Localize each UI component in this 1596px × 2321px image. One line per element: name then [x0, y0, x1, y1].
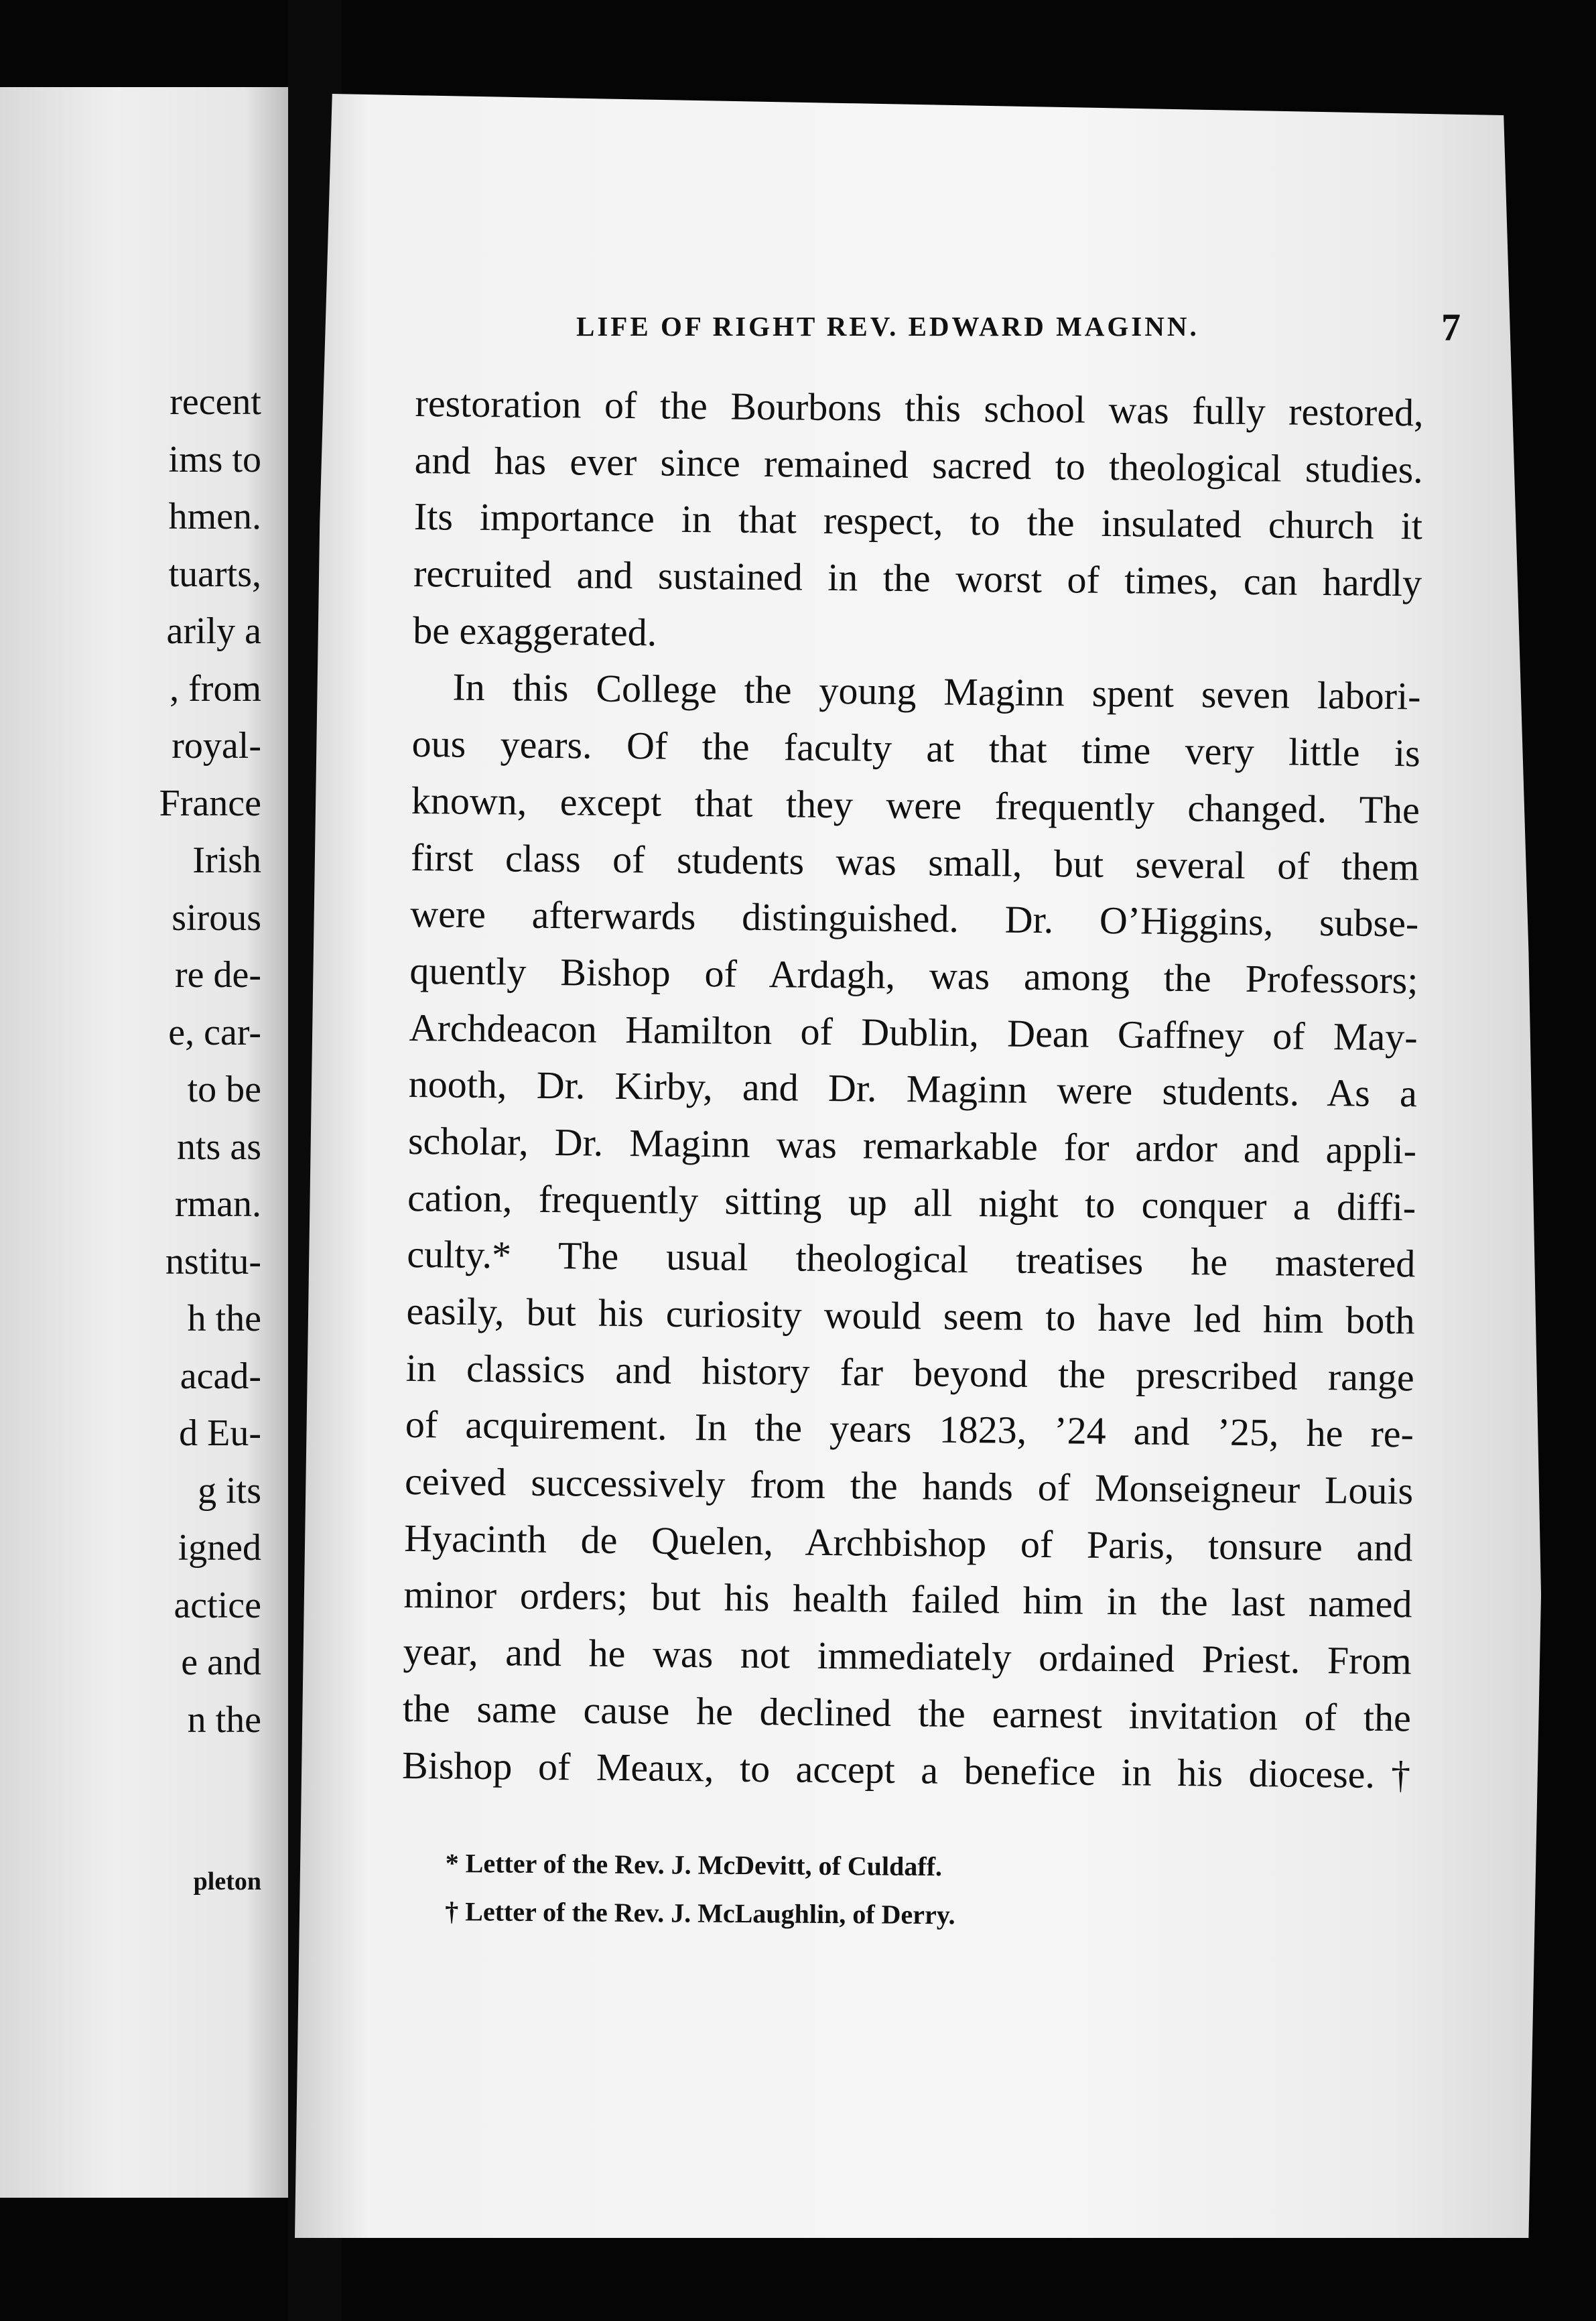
facing-line-fragment: n the — [187, 1699, 261, 1741]
facing-line-fragment: re de- — [174, 954, 261, 996]
facing-line-fragment: e and — [181, 1642, 261, 1683]
facing-line-fragment: actice — [174, 1585, 261, 1626]
body-text — [402, 375, 1424, 1804]
text-line: and has ever since remained sacred to theological studies. — [414, 438, 1424, 492]
text-line: recruited and sustained in the worst of times, can hardly — [413, 551, 1422, 605]
text-line: ous years. Of the faculty at that time very little is — [411, 722, 1420, 775]
facing-line-fragment: France — [159, 783, 261, 824]
text-line: scholar, Dr. Maginn was remarkable for ardor and appli- — [407, 1118, 1417, 1173]
facing-line-fragment: nts as — [177, 1126, 261, 1168]
facing-line-fragment: e, car- — [168, 1012, 261, 1053]
text-line: nooth, Dr. Kirby, and Dr. Maginn were students. As a — [408, 1062, 1418, 1116]
facing-line-fragment: , from — [170, 668, 261, 710]
text-line: first class of students was small, but several of them — [410, 835, 1420, 888]
text-line: easily, but his curiosity would seem to have led him both — [406, 1288, 1415, 1343]
facing-line-fragment: h the — [187, 1298, 261, 1339]
facing-line-fragment: sirous — [172, 897, 261, 939]
page-number: 7 — [1441, 306, 1461, 349]
text-line: Bishop of Meaux, to accept a benefice in his diocese.† — [401, 1743, 1411, 1796]
facing-footnote-fragment: pleton — [193, 1867, 261, 1896]
footnote: * Letter of the Rev. J. McDevitt, of Culdaff. — [445, 1847, 943, 1882]
text-line: In this College the young Maginn spent seven labori- — [452, 665, 1421, 718]
text-line: culty.* The usual theological treatises he mastered — [407, 1232, 1416, 1286]
text-line: be exaggerated. — [413, 608, 657, 655]
running-head — [576, 305, 1461, 352]
facing-line-fragment: igned — [178, 1527, 261, 1569]
facing-line-fragment: arily a — [166, 610, 261, 652]
facing-line-fragment: to be — [187, 1069, 261, 1110]
text-line: restoration of the Bourbons this school was fully restored, — [415, 381, 1424, 435]
facing-line-fragment: g its — [198, 1470, 261, 1512]
text-line: the same cause he declined the earnest invitation of the — [402, 1686, 1412, 1740]
facing-line-fragment: tuarts, — [168, 553, 261, 595]
text-line: quently Bishop of Ardagh, was among the Professors; — [409, 948, 1418, 1002]
text-line: known, except that they were frequently changed. The — [411, 778, 1420, 832]
facing-line-fragment: rman. — [174, 1183, 261, 1225]
facing-line-fragment: nstitu- — [165, 1241, 261, 1282]
text-line: ceived successively from the hands of Monseigneur Louis — [404, 1459, 1414, 1513]
text-line: Archdeacon Hamilton of Dublin, Dean Gaffney of May- — [409, 1005, 1418, 1059]
facing-line-fragment: royal- — [172, 725, 261, 767]
footnote: † Letter of the Rev. J. McLaughlin, of Derry. — [445, 1896, 955, 1930]
facing-line-fragment: ims to — [168, 439, 261, 480]
text-line: year, and he was not immediately ordained Priest. From — [403, 1630, 1412, 1683]
facing-line-fragment: recent — [170, 381, 261, 423]
facing-line-fragment: Irish — [192, 840, 261, 881]
text-line: of acquirement. In the years 1823, ’24 and ’25, he re- — [405, 1402, 1414, 1456]
facing-page-edge — [0, 87, 288, 2198]
text-line: cation, frequently sitting up all night to conquer a diffi- — [407, 1175, 1416, 1230]
text-line: in classics and history far beyond the prescribed range — [405, 1345, 1415, 1400]
text-line: Hyacinth de Quelen, Archbishop of Paris, tonsure and — [404, 1516, 1413, 1570]
text-line: were afterwards distinguished. Dr. O’Higgins, subse- — [409, 892, 1419, 945]
text-line: minor orders; but his health failed him in the last named — [403, 1573, 1412, 1626]
text-line: Its importance in that respect, to the insulated church it — [413, 494, 1423, 548]
facing-line-fragment: acad- — [180, 1355, 261, 1397]
facing-line-fragment: d Eu- — [179, 1412, 261, 1454]
footnotes — [445, 1839, 1384, 1942]
running-head-title: LIFE OF RIGHT REV. EDWARD MAGINN. — [576, 311, 1199, 342]
facing-line-fragment: hmen. — [168, 496, 261, 537]
